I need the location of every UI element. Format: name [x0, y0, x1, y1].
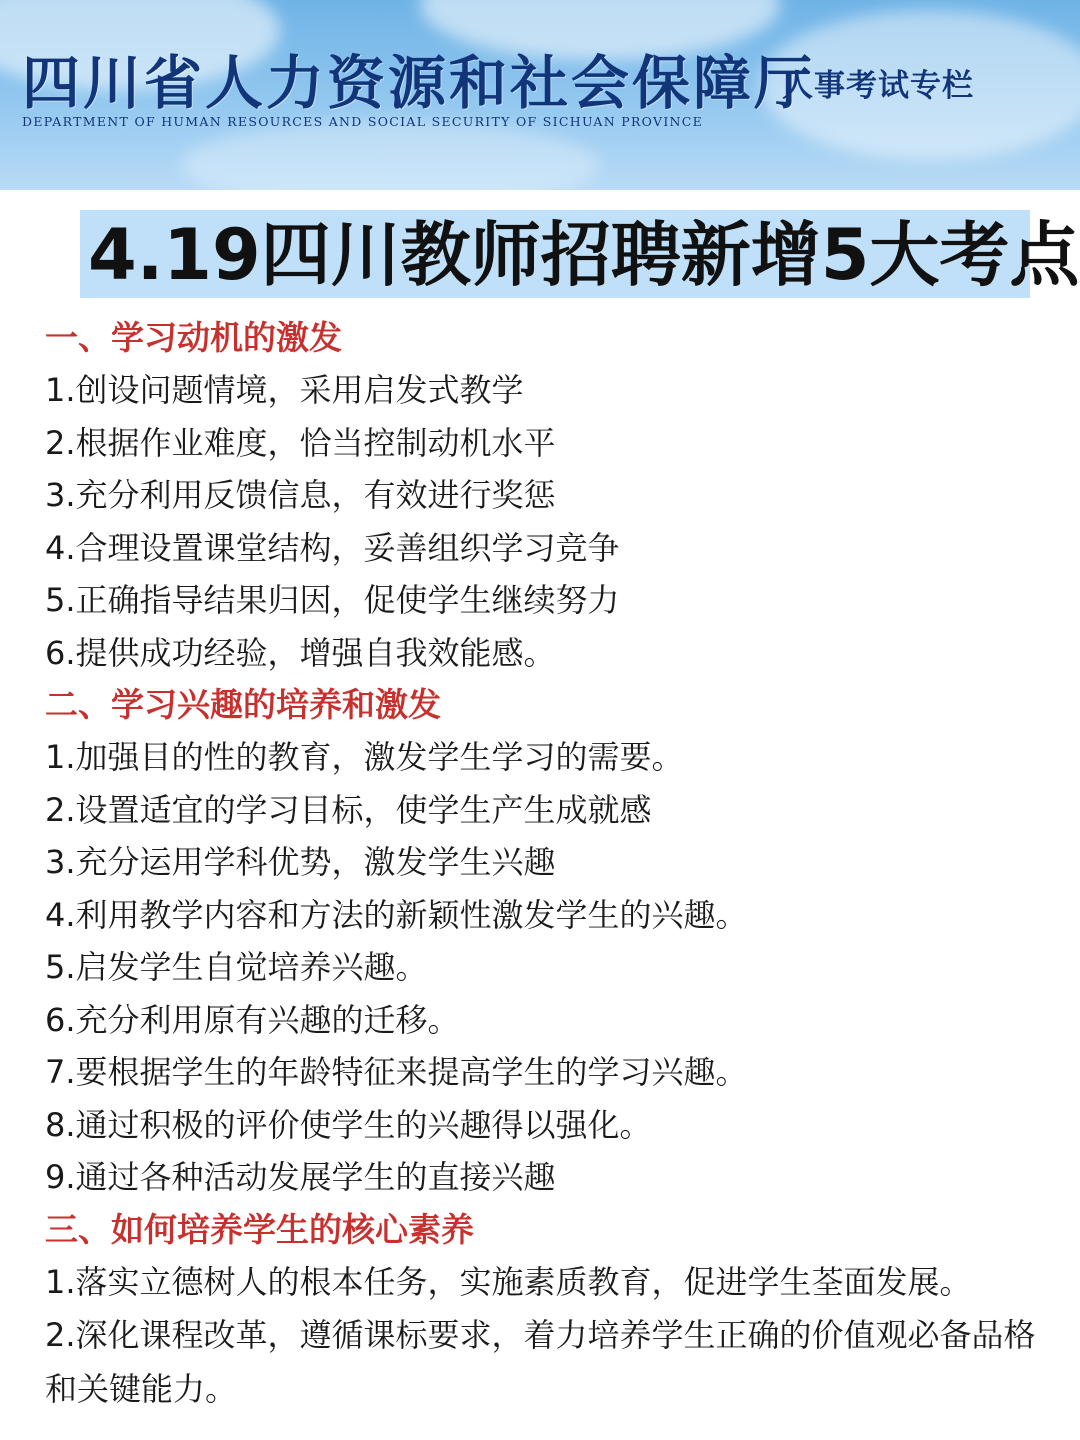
list-item: 7.要根据学生的年龄特征来提高学生的学习兴趣。 — [45, 1053, 748, 1091]
list-item: 2.根据作业难度，恰当控制动机水平 — [45, 423, 556, 462]
department-subtitle: DEPARTMENT OF HUMAN RESOURCES AND SOCIAL SECURITY OF SICHUAN PROVINCE — [22, 114, 704, 129]
list-item: 3.充分运用学科优势，激发学生兴趣 — [45, 843, 556, 881]
header-banner — [0, 0, 1080, 190]
section-1 — [45, 312, 1055, 679]
article-body — [45, 312, 1055, 1416]
list-item: 1.加强目的性的教育，激发学生学习的需要。 — [45, 738, 684, 776]
list-item: 4.合理设置课堂结构，妥善组织学习竞争 — [45, 528, 620, 567]
cloud-decoration — [180, 120, 600, 190]
section-heading: 一、学习动机的激发 — [45, 318, 342, 357]
section-2 — [45, 679, 1055, 1204]
list-item: 8.通过积极的评价使学生的兴趣得以强化。 — [45, 1105, 652, 1144]
department-title: 四川省人力资源和社会保障厅 — [22, 49, 816, 117]
list-item: 4.利用教学内容和方法的新颖性激发学生的兴趣。 — [45, 895, 748, 934]
list-item: 2.深化课程改革，遵循课标要求，着力培养学生正确的价值观必备品格和关键能力。 — [45, 1316, 1036, 1408]
section-heading: 三、如何培养学生的核心素养 — [45, 1209, 474, 1249]
list-item: 5.启发学生自觉培养兴趣。 — [45, 948, 428, 986]
list-item: 6.充分利用原有兴趣的迁移。 — [45, 1000, 460, 1039]
list-item: 2.设置适宜的学习目标，使学生产生成就感 — [45, 790, 652, 829]
list-item: 1.落实立德树人的根本任务，实施素质教育，促进学生荃面发展。 — [45, 1262, 972, 1301]
list-item: 5.正确指导结果归因，促使学生继续努力 — [45, 581, 620, 619]
list-item: 9.通过各种活动发展学生的直接兴趣 — [45, 1158, 556, 1196]
column-tag: 人事考试专栏 — [782, 68, 974, 104]
list-item: 6.提供成功经验，增强自我效能感。 — [45, 633, 556, 672]
section-heading: 二、学习兴趣的培养和激发 — [45, 685, 441, 724]
page-title: 4.19四川教师招聘新增5大考点 — [88, 214, 1080, 296]
list-item: 1.创设问题情境，采用启发式教学 — [45, 371, 524, 409]
list-item: 3.充分利用反馈信息，有效进行奖惩 — [45, 476, 556, 514]
section-3 — [45, 1204, 1055, 1417]
